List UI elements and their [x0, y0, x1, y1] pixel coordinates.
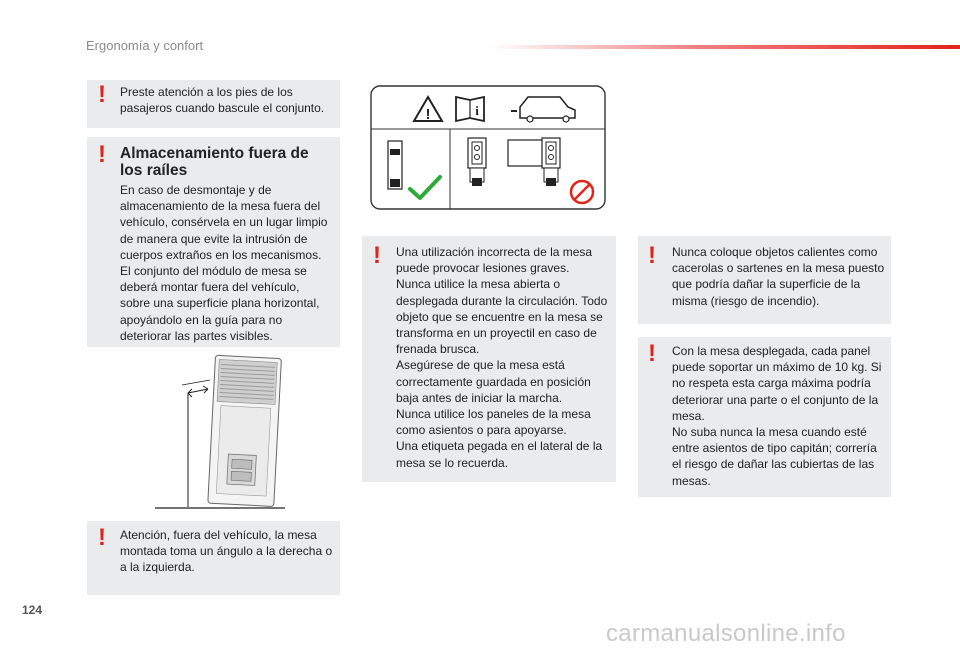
warning-icon: ! [373, 242, 381, 269]
warning-icon: ! [98, 81, 106, 108]
hot-objects-warning-text: Nunca coloque objetos calientes como cacerolas o sartenes en la mesa puesto que podría dañar la superficie de la misma (riesgo de incendio). [672, 245, 885, 308]
table-angle-illustration [150, 345, 290, 515]
header-accent-line [490, 45, 960, 49]
warning-label-diagram [370, 85, 606, 210]
misuse-warning-text: Una utilización incorrecta de la mesa puede provocar lesiones graves. Nunca utilice la mesa abierta o desplegada durante la circulación. Todo objeto que se encuentre en la mesa se transforma en un proyectil en caso de frenada brusca. Asegúrese de que la mesa está correctamente guardada en posición baja antes de iniciar la marcha. Nunca utilice los paneles de la mesa como asientos o para apoyarse. Una etiqueta pegada en el lateral de la mesa se lo recuerda. [396, 245, 608, 470]
load-warning-text: Con la mesa desplegada, cada panel puede soportar un máximo de 10 kg. Si no respeta esta carga máxima podría deteriorar una parte o el conjunto de la mesa. No suba nunca la mesa cuando esté entre asientos de tipo capitán; correría el riesgo de dañar las cubiertas de las mesas. [672, 344, 882, 488]
storage-body-text: En caso de desmontaje y de almacenamiento de la mesa fuera del vehículo, consérvela en un lugar limpio de manera que evite la intrusión de cuerpos extraños en los mecanismos. El conjunto del módulo de mesa se deberá montar fuera del vehículo, sobre una superficie plana horizontal, apoyándolo en la guía para no deteriorar las partes visibles. [120, 183, 328, 343]
feet-warning-text: Preste atención a los pies de los pasajeros cuando bascule el conjunto. [120, 85, 325, 116]
warning-icon: ! [648, 242, 656, 269]
warning-icon: ! [648, 340, 656, 367]
warning-icon: ! [98, 141, 106, 168]
table-stowed-icon [388, 141, 402, 189]
watermark: carmanualsonline.info [606, 620, 846, 647]
page-number: 124 [22, 603, 43, 617]
storage-heading: Almacenamiento fuera de los raíles [120, 145, 309, 179]
angle-warning-text: Atención, fuera del vehículo, la mesa montada toma un ángulo a la derecha o a la izquierda. [120, 528, 333, 575]
svg-text:!: ! [425, 106, 431, 123]
svg-text:i: i [475, 103, 479, 118]
page-section-title: Ergonomía y confort [86, 38, 204, 53]
warning-icon: ! [98, 524, 106, 551]
